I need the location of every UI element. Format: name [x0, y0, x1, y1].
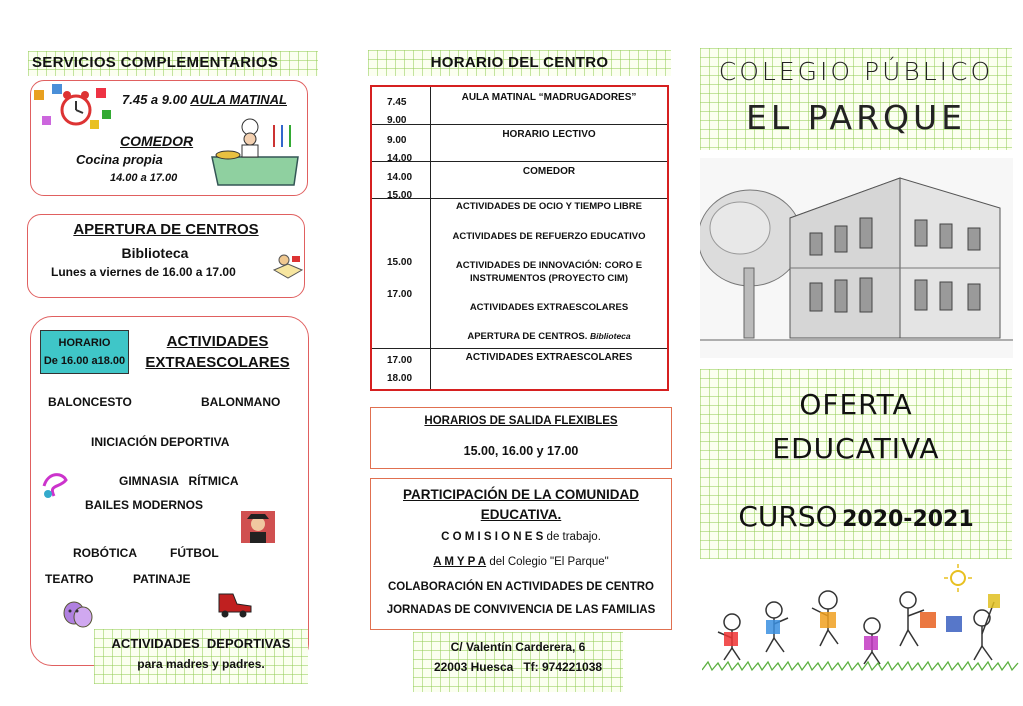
row-time: 14.00 15.00 — [372, 162, 431, 198]
table-row — [372, 125, 667, 162]
activity-robotica: ROBÓTICA — [73, 546, 137, 560]
actividades-title: ACTIVIDADES EXTRAESCOLARES — [145, 333, 290, 371]
activity-iniciacion: INICIACIÓN DEPORTIVA — [91, 435, 230, 449]
colegio-line-2: EL PARQUE — [746, 98, 966, 137]
deportivas-sub: para madres y padres. — [137, 657, 265, 671]
row-time: 15.00 17.00 — [372, 199, 431, 348]
row-activity: COMEDOR — [522, 166, 576, 177]
horario-badge — [40, 330, 129, 374]
school-building-sketch — [700, 158, 1013, 358]
schedule-table — [370, 85, 669, 391]
table-row — [372, 87, 667, 125]
activity-patinaje: PATINAJE — [133, 572, 191, 586]
oferta-line-2: EDUCATIVA — [772, 432, 940, 465]
kids-running-illustration — [702, 560, 1020, 680]
dancer-photo-icon — [241, 511, 275, 543]
servicios-title: SERVICIOS COMPLEMENTARIOS — [32, 54, 279, 71]
row-activity: AULA MATINAL “MADRUGADORES” — [461, 92, 637, 103]
row-time: 7.45 9.00 — [372, 87, 431, 124]
activity-bailes: BAILES MODERNOS — [85, 498, 204, 512]
horario-label: HORARIO — [58, 337, 111, 349]
curso-line — [700, 500, 1012, 533]
activity-baloncesto: BALONCESTO — [48, 395, 132, 409]
activity-teatro: TEATRO — [45, 572, 94, 586]
jornadas-line: JORNADAS DE CONVIVENCIA DE LAS FAMILIAS — [386, 604, 656, 616]
address-line-1: C/ Valentín Carderera, 6 — [450, 640, 586, 654]
aula-time: 7.45 a 9.00 AULA MATINAL — [122, 92, 287, 107]
horario-title: HORARIO DEL CENTRO — [430, 54, 609, 71]
comisiones-line: C O M I S I O N E S de trabajo. — [441, 531, 601, 543]
amypa-line: A M Y P A del Colegio "El Parque" — [433, 556, 609, 568]
comedor-time: 14.00 a 17.00 — [110, 172, 178, 184]
salida-times: 15.00, 16.00 y 17.00 — [463, 444, 579, 458]
curso-label: CURSO — [738, 500, 838, 533]
salida-title: HORARIOS DE SALIDA FLEXIBLES — [424, 415, 618, 427]
theater-masks-icon — [62, 600, 94, 630]
table-row — [372, 162, 667, 199]
reading-book-icon — [272, 252, 304, 282]
comedor-title: COMEDOR — [120, 133, 194, 149]
alarm-clock-kids-icon — [30, 80, 120, 132]
chef-cooking-icon — [210, 117, 302, 189]
ribbon-gymnast-icon — [40, 470, 70, 502]
horario-time: De 16.00 a18.00 — [43, 355, 126, 367]
row-time: 9.00 14.00 — [372, 125, 431, 161]
comedor-cocina: Cocina propia — [76, 152, 163, 167]
apertura-biblioteca: Biblioteca — [121, 245, 189, 261]
roller-skate-icon — [215, 590, 255, 618]
row-activity: ACTIVIDADES DE OCIO Y TIEMPO LIBRE ACTIVIDADES DE REFUERZO EDUCATIVO ACTIVIDADES DE INNOVACIÓN: CORO E INSTRUMENTOS (PROYECTO CIM) ACTIVIDADES EXTRAESCOLARES APERTURA DE CENTROS. Biblioteca — [452, 201, 646, 342]
table-row — [372, 199, 667, 349]
colegio-line-1: COLEGIO PÚBLICO — [718, 57, 994, 86]
oferta-line-1: OFERTA — [799, 388, 913, 421]
aula-label: AULA MATINAL — [190, 92, 287, 107]
row-time: 17.00 18.00 — [372, 349, 431, 389]
address-line-2: 22003 Huesca Tf: 974221038 — [433, 660, 603, 674]
activity-gimnasia: GIMNASIA RÍTMICA — [119, 474, 239, 488]
activity-futbol: FÚTBOL — [170, 546, 219, 560]
row-activity: ACTIVIDADES EXTRAESCOLARES — [465, 352, 633, 363]
apertura-title: APERTURA DE CENTROS — [73, 221, 259, 238]
activity-balonmano: BALONMANO — [201, 395, 281, 409]
colaboracion-line: COLABORACIÓN EN ACTIVIDADES DE CENTRO — [388, 581, 654, 593]
curso-year: 2020-2021 — [842, 507, 974, 532]
table-row — [372, 349, 667, 389]
deportivas-title: ACTIVIDADES DEPORTIVAS — [111, 636, 291, 651]
apertura-time: Lunes a viernes de 16.00 a 17.00 — [51, 265, 236, 279]
row-activity: HORARIO LECTIVO — [502, 129, 596, 140]
participacion-title: PARTICIPACIÓN DE LA COMUNIDAD EDUCATIVA. — [403, 487, 639, 522]
